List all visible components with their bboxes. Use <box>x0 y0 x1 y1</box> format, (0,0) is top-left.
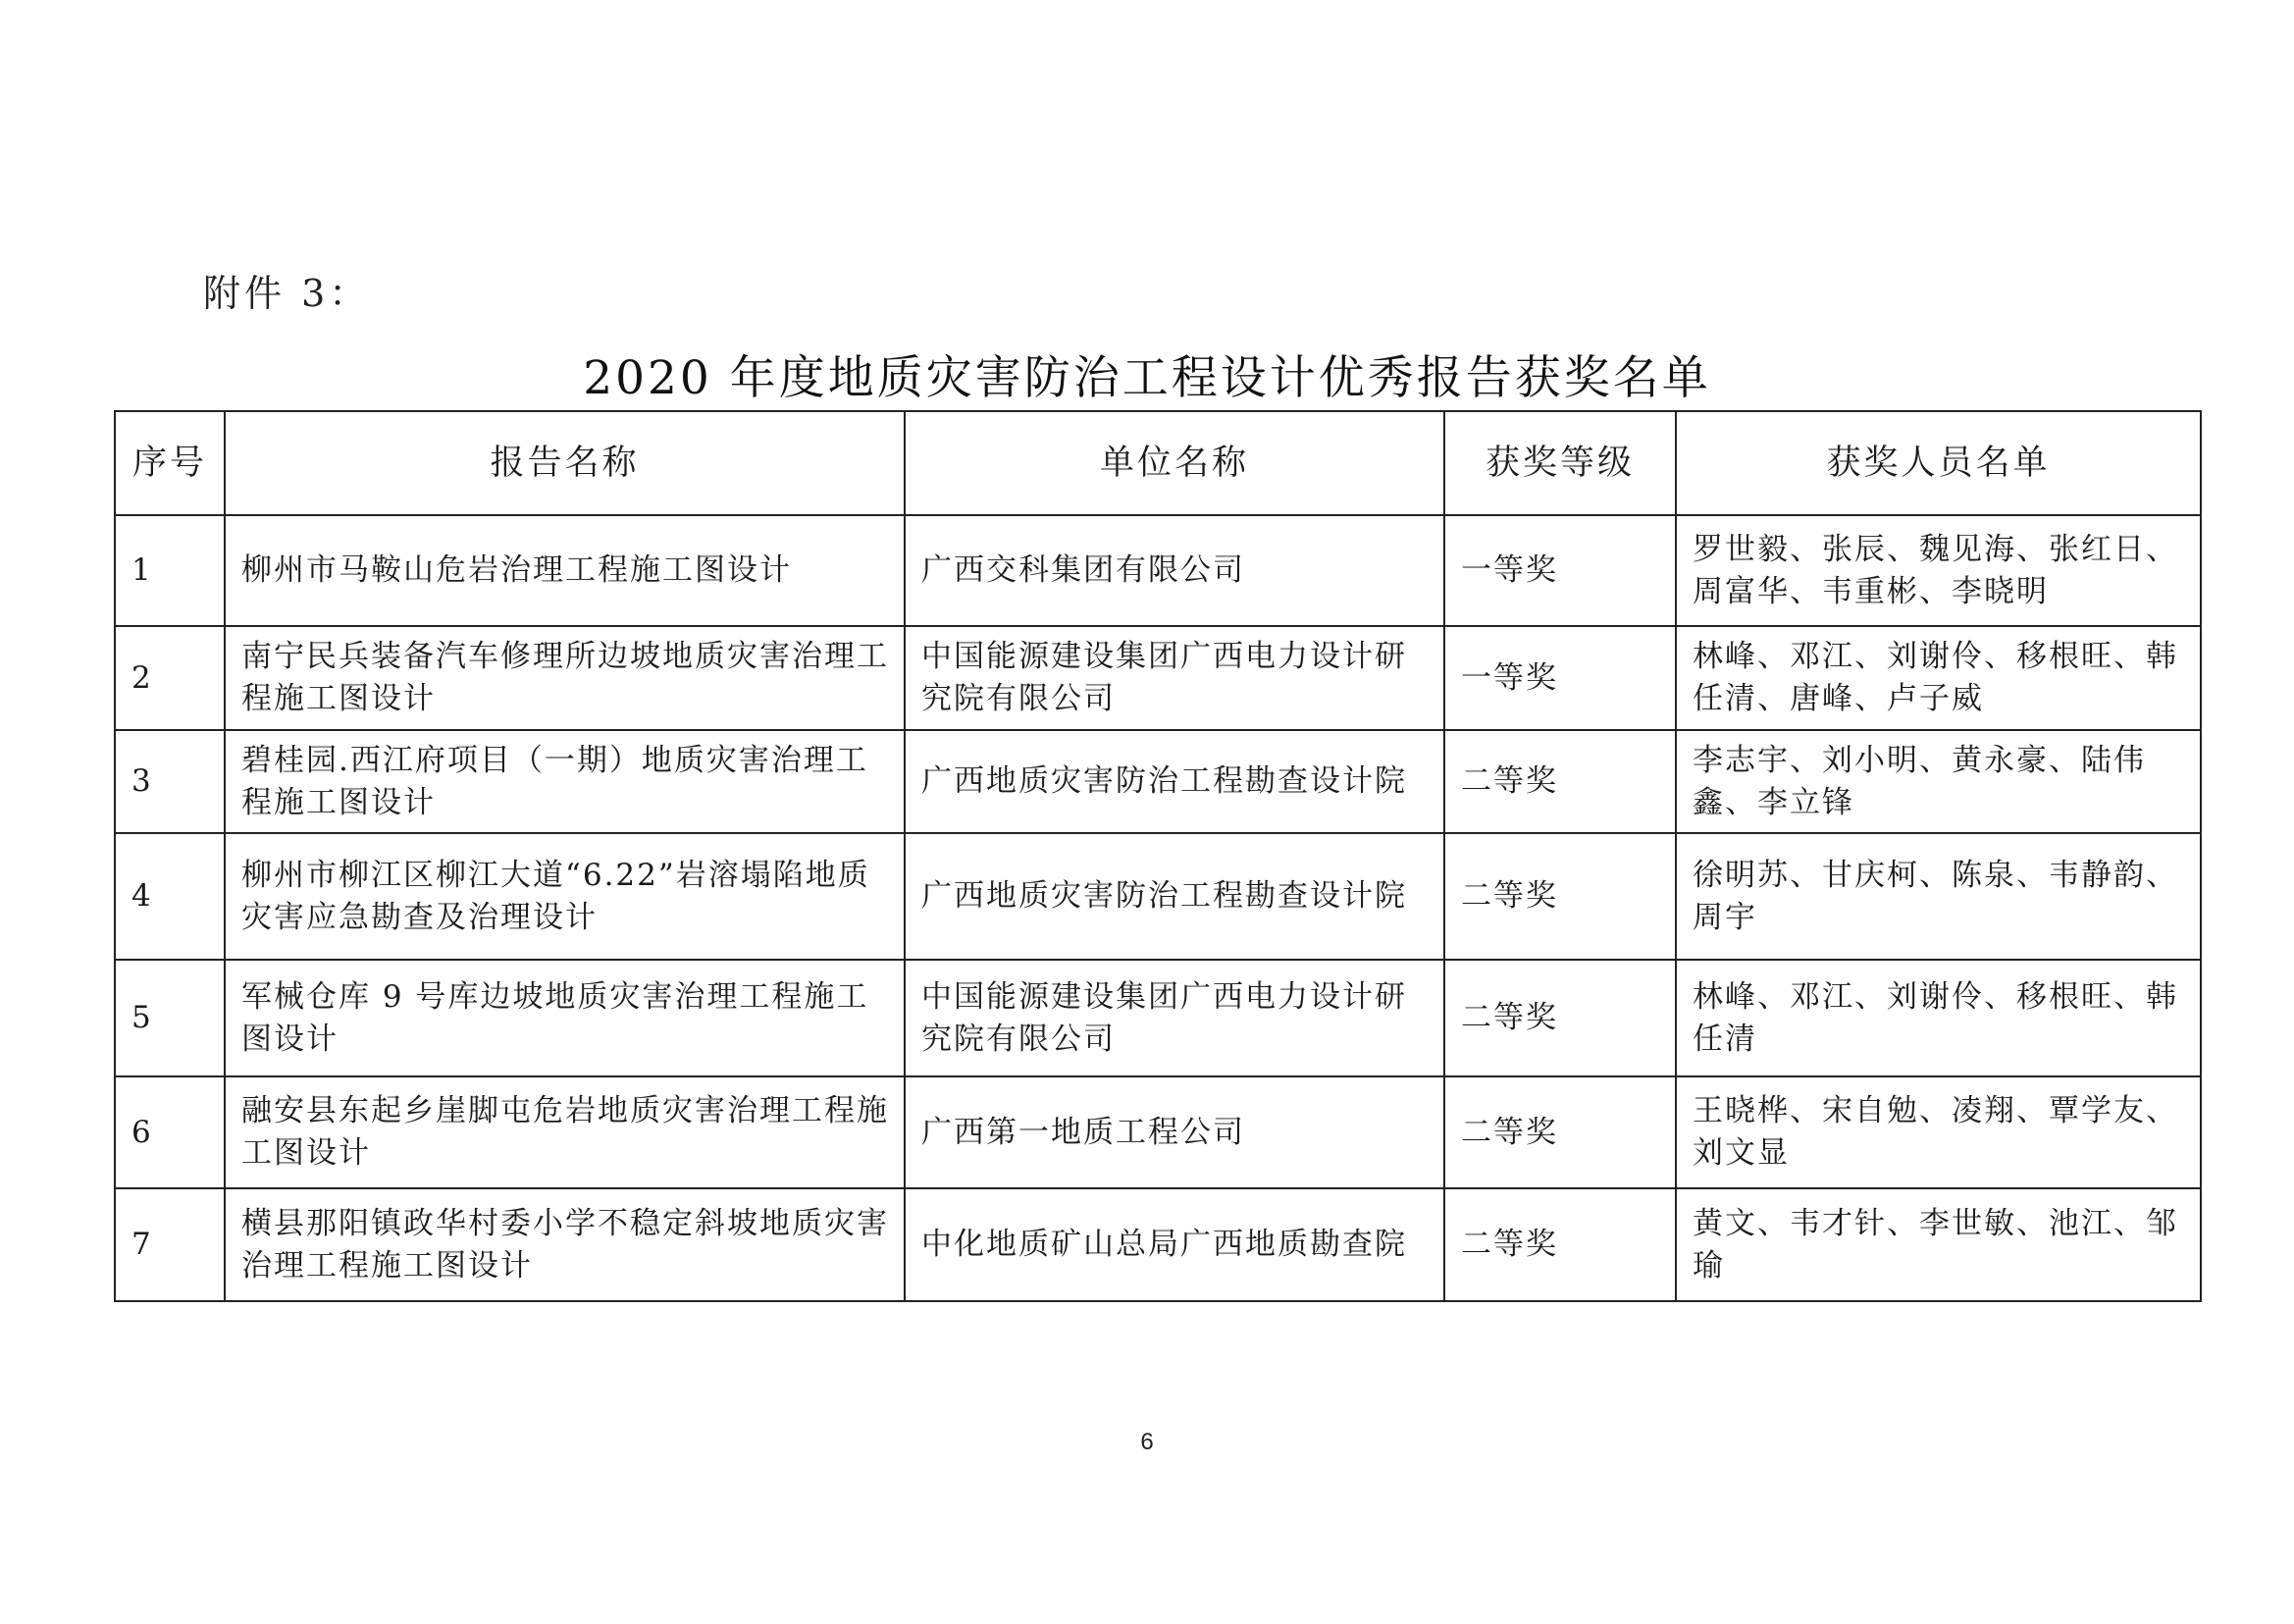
header-award-members: 获奖人员名单 <box>1676 411 2201 515</box>
cell-unit-name: 广西地质灾害防治工程勘查设计院 <box>905 833 1444 960</box>
cell-report-name: 军械仓库 9 号库边坡地质灾害治理工程施工图设计 <box>225 960 905 1076</box>
cell-seq: 1 <box>115 515 225 626</box>
cell-seq: 3 <box>115 730 225 833</box>
table-row <box>115 960 2201 1076</box>
header-unit-name: 单位名称 <box>905 411 1444 515</box>
cell-seq: 2 <box>115 626 225 730</box>
award-table <box>114 410 2202 1302</box>
cell-award-members: 林峰、邓江、刘谢伶、移根旺、韩任清、唐峰、卢子威 <box>1676 626 2201 730</box>
cell-award-members: 徐明苏、甘庆柯、陈泉、韦静韵、周宇 <box>1676 833 2201 960</box>
header-award-level: 获奖等级 <box>1444 411 1676 515</box>
document-title: 2020 年度地质灾害防治工程设计优秀报告获奖名单 <box>583 351 1711 405</box>
cell-award-members: 罗世毅、张辰、魏见海、张红日、周富华、韦重彬、李晓明 <box>1676 515 2201 626</box>
cell-unit-name: 广西交科集团有限公司 <box>905 515 1444 626</box>
cell-award-level: 二等奖 <box>1444 1076 1676 1188</box>
table-row <box>115 626 2201 730</box>
cell-seq: 7 <box>115 1188 225 1301</box>
cell-award-level: 二等奖 <box>1444 960 1676 1076</box>
cell-report-name: 柳州市柳江区柳江大道“6.22”岩溶塌陷地质灾害应急勘查及治理设计 <box>225 833 905 960</box>
cell-award-level: 二等奖 <box>1444 1188 1676 1301</box>
cell-unit-name: 中国能源建设集团广西电力设计研究院有限公司 <box>905 626 1444 730</box>
cell-report-name: 横县那阳镇政华村委小学不稳定斜坡地质灾害治理工程施工图设计 <box>225 1188 905 1301</box>
table-row <box>115 1076 2201 1188</box>
cell-award-level: 一等奖 <box>1444 626 1676 730</box>
attachment-label: 附件 3： <box>203 272 371 315</box>
cell-seq: 5 <box>115 960 225 1076</box>
cell-unit-name: 中化地质矿山总局广西地质勘查院 <box>905 1188 1444 1301</box>
cell-award-level: 一等奖 <box>1444 515 1676 626</box>
header-seq: 序号 <box>115 411 225 515</box>
table-row <box>115 515 2201 626</box>
cell-report-name: 柳州市马鞍山危岩治理工程施工图设计 <box>225 515 905 626</box>
cell-award-members: 林峰、邓江、刘谢伶、移根旺、韩任清 <box>1676 960 2201 1076</box>
cell-award-members: 李志宇、刘小明、黄永豪、陆伟鑫、李立锋 <box>1676 730 2201 833</box>
cell-award-level: 二等奖 <box>1444 730 1676 833</box>
cell-award-members: 王晓桦、宋自勉、凌翔、覃学友、刘文显 <box>1676 1076 2201 1188</box>
table-header-row <box>115 411 2201 515</box>
cell-unit-name: 广西第一地质工程公司 <box>905 1076 1444 1188</box>
table-row <box>115 1188 2201 1301</box>
cell-seq: 4 <box>115 833 225 960</box>
cell-award-level: 二等奖 <box>1444 833 1676 960</box>
page-number: 6 <box>1140 1429 1154 1455</box>
cell-unit-name: 中国能源建设集团广西电力设计研究院有限公司 <box>905 960 1444 1076</box>
cell-award-members: 黄文、韦才针、李世敏、池江、邹瑜 <box>1676 1188 2201 1301</box>
cell-report-name: 碧桂园.西江府项目（一期）地质灾害治理工程施工图设计 <box>225 730 905 833</box>
cell-report-name: 南宁民兵装备汽车修理所边坡地质灾害治理工程施工图设计 <box>225 626 905 730</box>
header-report-name: 报告名称 <box>225 411 905 515</box>
cell-unit-name: 广西地质灾害防治工程勘查设计院 <box>905 730 1444 833</box>
cell-report-name: 融安县东起乡崖脚屯危岩地质灾害治理工程施工图设计 <box>225 1076 905 1188</box>
cell-seq: 6 <box>115 1076 225 1188</box>
table-row <box>115 833 2201 960</box>
table-row <box>115 730 2201 833</box>
